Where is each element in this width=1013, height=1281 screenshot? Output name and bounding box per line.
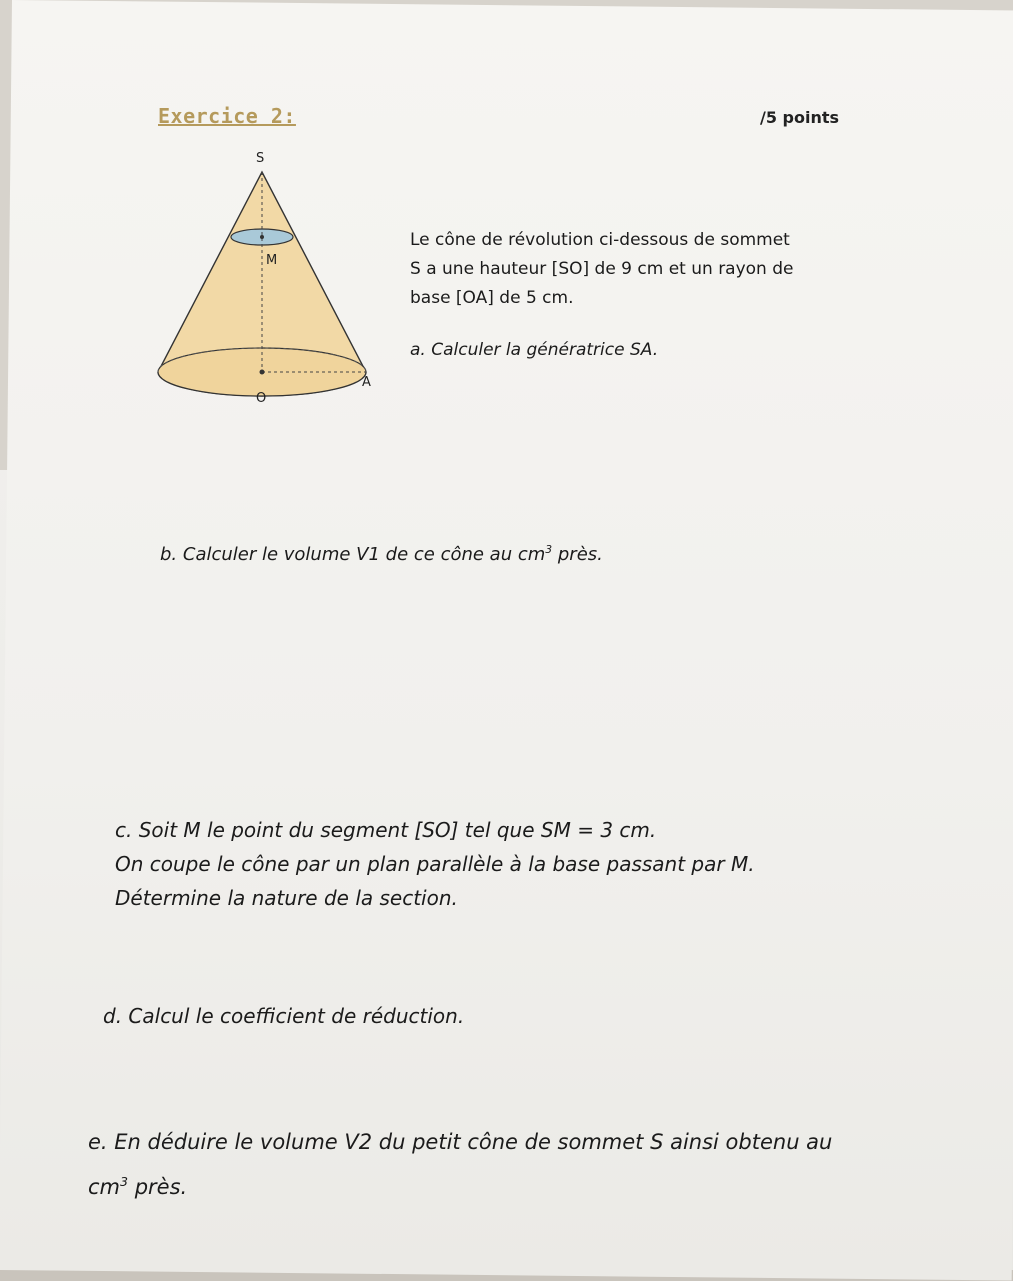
question-e (88, 1122, 998, 1207)
label-m: M (266, 253, 278, 268)
question-e-end: près. (128, 1175, 188, 1199)
question-b-end: près. (552, 544, 603, 565)
cone-figure (150, 140, 380, 420)
points-label: /5 points (760, 108, 840, 127)
question-b-exponent: 3 (545, 543, 553, 556)
question-c-line-1: c. Soit M le point du segment [SO] tel que SM = 3 cm. (115, 818, 657, 842)
question-c-line-2: On coupe le cône par un plan parallèle à la base passant par M. (115, 852, 755, 876)
question-c-line-3: Détermine la nature de la section. (115, 886, 458, 910)
statement-line-2: S a une hauteur [SO] de 9 cm et un rayon de (410, 259, 794, 279)
statement-line-3: base [OA] de 5 cm. (410, 288, 574, 308)
label-s: S (256, 151, 265, 166)
question-c (115, 813, 995, 915)
question-b (160, 543, 603, 565)
question-e-line-2 (88, 1162, 998, 1207)
exercise-statement (410, 226, 890, 313)
label-o: O (256, 391, 267, 406)
exercise-title: Exercice 2: (158, 104, 296, 128)
question-d: d. Calcul le coefficient de réduction. (103, 1004, 465, 1028)
question-e-unit: cm (88, 1175, 121, 1199)
question-a: a. Calculer la génératrice SA. (410, 340, 659, 360)
question-b-text: b. Calculer le volume V1 de ce cône au cm (160, 544, 546, 565)
question-e-exponent: 3 (120, 1174, 129, 1189)
label-a: A (362, 375, 371, 390)
question-e-line-1: e. En déduire le volume V2 du petit cône de sommet S ainsi obtenu au (88, 1130, 833, 1154)
statement-line-1: Le cône de révolution ci-dessous de sommet (410, 230, 790, 250)
